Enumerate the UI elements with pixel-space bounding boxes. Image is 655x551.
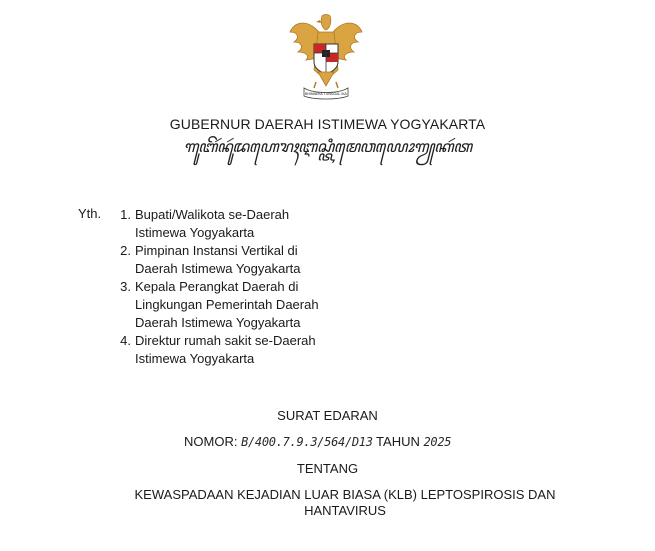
- addressee-line: Pimpinan Instansi Vertikal di: [135, 243, 298, 258]
- addressee-text: [135, 206, 375, 242]
- addressee-number: 2.: [120, 243, 131, 258]
- number-label: NOMOR:: [184, 434, 238, 449]
- letter-subject: [110, 487, 580, 519]
- about-label: TENTANG: [296, 461, 359, 476]
- addressee-text: [135, 278, 375, 332]
- number-year-label: TAHUN: [376, 434, 420, 449]
- salutation: Yth.: [78, 206, 102, 221]
- governor-title: GUBERNUR DAERAH ISTIMEWA YOGYAKARTA: [169, 116, 486, 132]
- letter-number: [184, 434, 451, 449]
- addressee-line: Daerah Istimewa Yogyakarta: [135, 261, 301, 276]
- addressee-line: Bupati/Walikota se-Daerah: [135, 207, 290, 222]
- addressee-text: [135, 242, 375, 278]
- year-handwritten: 2025: [423, 435, 452, 449]
- addressee-line: Lingkungan Pemerintah Daerah: [135, 297, 319, 312]
- letter-type: SURAT EDARAN: [277, 408, 378, 423]
- addressee-line: Istimewa Yogyakarta: [135, 225, 255, 240]
- number-handwritten: B/400.7.9.3/564/D13: [241, 435, 373, 449]
- addressee-number: 1.: [120, 207, 131, 222]
- svg-text:BHINNEKA TUNGGAL IKA: BHINNEKA TUNGGAL IKA: [305, 92, 347, 96]
- addressee-line: Daerah Istimewa Yogyakarta: [135, 315, 301, 330]
- addressee-line: Kepala Perangkat Daerah di: [135, 279, 299, 294]
- addressee-line: Istimewa Yogyakarta: [135, 351, 255, 366]
- addressee-number: 4.: [120, 333, 131, 348]
- subject-line: HANTAVIRUS: [304, 503, 386, 518]
- javanese-script-title: ꦒꦸꦧꦼꦂꦤꦸꦂꦢꦲꦺꦫꦃꦆꦱ꧀ꦠꦶꦩꦺꦮꦪꦺꦴꦒꦾꦏꦂꦠ: [183, 137, 472, 156]
- addressee-number: 3.: [120, 279, 131, 294]
- subject-line: KEWASPADAAN KEJADIAN LUAR BIASA (KLB) LEPTOSPIROSIS DAN: [134, 487, 556, 502]
- addressee-line: Direktur rumah sakit se-Daerah: [135, 333, 316, 348]
- garuda-emblem-icon: [284, 10, 368, 100]
- addressee-text: [135, 332, 375, 368]
